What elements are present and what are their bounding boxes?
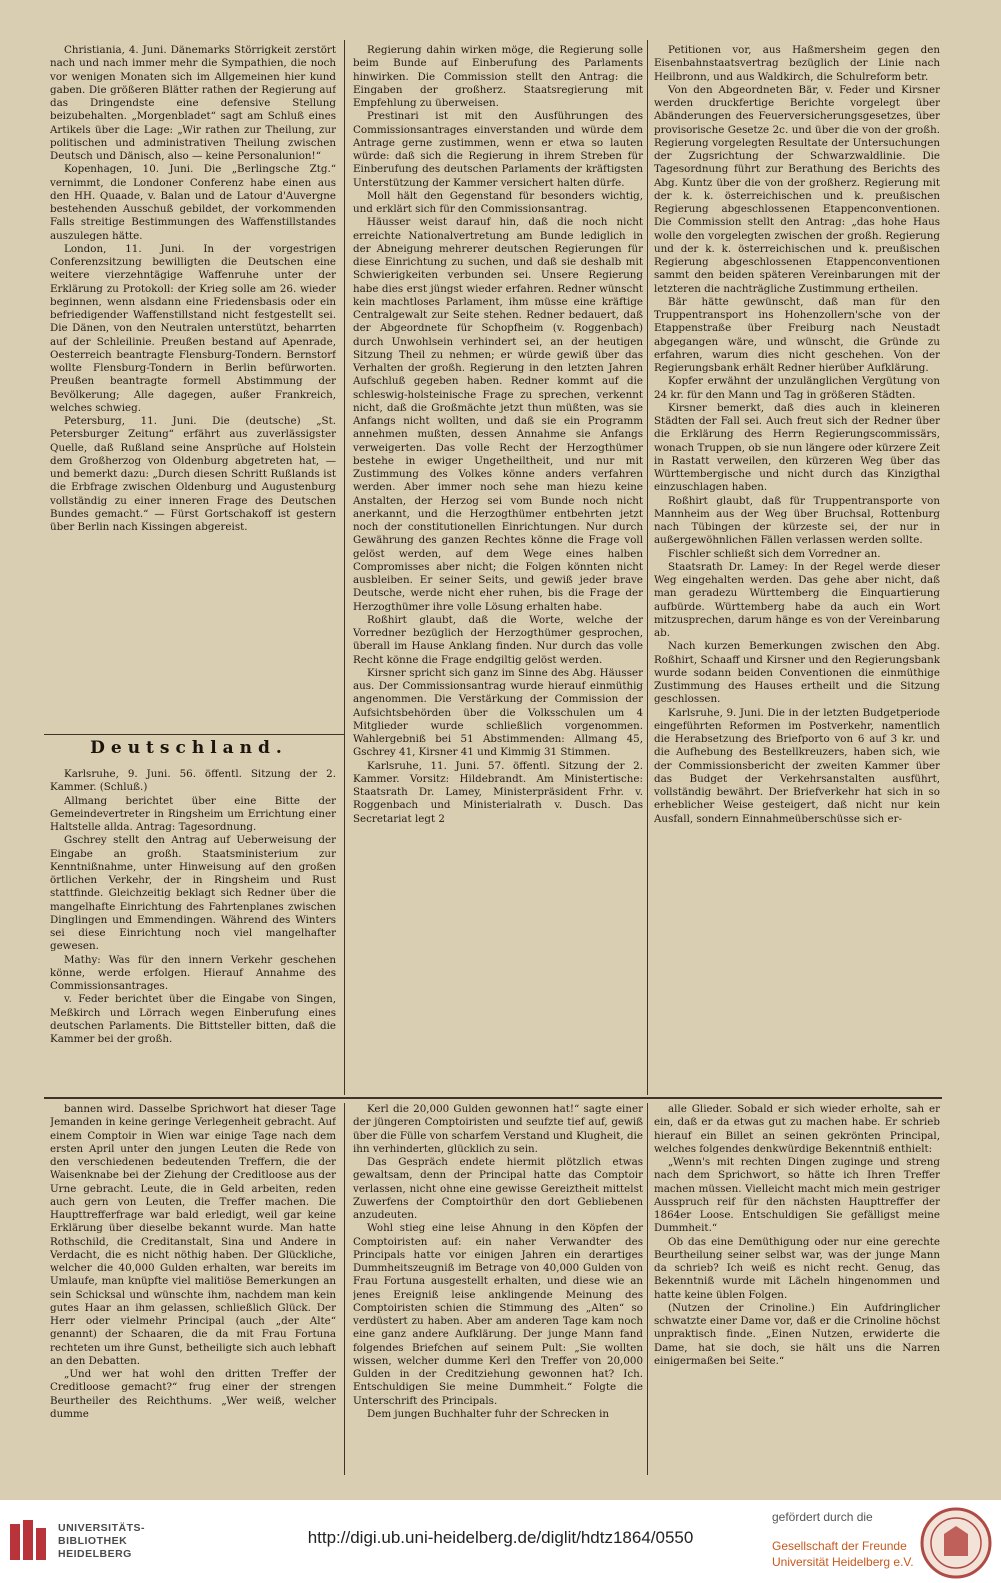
paragraph: Kopfer erwähnt der unzulänglichen Vergütung von 24 kr. für den Mann und Tag in größeren Städten. (654, 375, 940, 401)
footer-bar (0, 1500, 1001, 1583)
funded-by-label: gefördert durch die (772, 1510, 873, 1524)
paragraph: Christiania, 4. Juni. Dänemarks Störrigkeit zerstört nach und nach immer mehr die Sympathien, die noch vor wenigen Monaten sich im Allgemeinen hier kund gaben. Die größeren Blätter rathen der Regierung auf das Dringendste eine defensive Stellung beizubehalten. „Morgenbladet“ sagt am Schluß eines Artikels über die Lage: „Wir rathen zur Theilung, zur politischen und administrativen Theilung zwischen Deutsch und Dänisch, also — keine Personalunion!“ (50, 44, 336, 162)
paragraph: Mathy: Was für den innern Verkehr geschehen könne, werde erfolgen. Hierauf Annahme des Commissionsantrages. (50, 953, 336, 992)
paragraph: Petitionen vor, aus Haßmersheim gegen den Eisenbahnstaatsvertrag bezüglich der Linie nach Heilbronn, und aus Waldkirch, die Schulreform betr. (654, 44, 940, 83)
column-1 (50, 44, 336, 726)
paragraph: Gschrey stellt den Antrag auf Ueberweisung der Eingabe an großh. Staatsministerium zur Kenntnißnahme, unter Hinweisung auf den großen örtlichen Verkehr, der in Ringsheim und Rust stattfinde. Gleichzeitig beklagt sich Redner über die mangelhafte Einrichtung des Fahrtenplanes zwischen Dinglingen und Emmendingen. Während des Winters sei diese Einrichtung noch viel mangelhafter gewesen. (50, 834, 336, 953)
column-1-lower (50, 768, 336, 1092)
paragraph: Roßhirt glaubt, daß für Truppentransporte von Mannheim aus der Weg über Bruchsal, Rottenburg nach Tübingen der kürzeste sei, der nur in außergewöhnlichen Fällen verlassen werden sollte. (654, 494, 940, 547)
paragraph: Kirsner bemerkt, daß dies auch in kleineren Städten der Fall sei. Auch freut sich der Redner über die Erklärung des Herrn Regierungscommissärs, wonach Truppen, ob sie nun längere oder kürzere Zeit in Rastatt verweilen, den kürzeren Weg über das Württembergische und nicht durch das Kinzigthal einzuschlagen haben. (654, 401, 940, 494)
paragraph: Häusser weist darauf hin, daß die noch nicht erreichte Nationalvertretung am Bunde lediglich in der Abneigung mehrerer deutschen Regierungen für diese Einrichtung zu suchen, und daß sie deshalb mit Schwierigkeiten verbunden sei. Unsere Regierung habe dies erst jüngst wieder erfahren. Redner wünscht kein machtloses Parlament, ihm müsse eine kräftige Centralgewalt zur Seite stehen. Redner bedauert, daß der Abgeordnete für Schopfheim (v. Roggenbach) durch Unwohlsein verhindert sei, an der heutigen Sitzung Theil zu nehmen; er würde gewiß über das Verhalten der großh. Regierung in den letzten Jahren Aufschluß gegeben haben. Redner kommt auf die schleswig-holsteinische Frage zu sprechen, verkennt nicht, daß die Großmächte jetzt thun müßten, was sie Anfangs nicht wollten, und daß sie ein Programm annehmen mußten, dessen Annahme sie Anfangs verweigerten. Das volle Recht der Herzogthümer bestehe in ewiger Ungetheiltheit, und nur mit Zustimmung des Volkes könne anders verfahren werden. Aber immer noch sehe man hiezu keine Anstalten, der Herzog sei vom Bunde noch nicht anerkannt, und die Herzogthümer entbehrten jetzt noch der constitutionellen Einrichtungen. Nur durch Gewährung des ganzen Rechtes könne die Frage voll gelöst werden, auf dem Wege eines halben Compromisses aber nicht; die Folgen könnten nicht ausbleiben. Er seiner Seits, und gewiß jeder brave Deutsche, werde nicht eher ruhen, bis die Frage der Herzogthümer ihre volle Lösung erhalten habe. (353, 216, 643, 613)
permalink-url[interactable]: http://digi.ub.uni-heidelberg.de/diglit/hdtz1864/0550 (307, 1528, 694, 1547)
paragraph: Regierung dahin wirken möge, die Regierung solle beim Bunde auf Einberufung des Parlaments hinwirken. Die Commission stellt den Antrag: die Eingaben der großherz. Staatsregierung mit Empfehlung zu überweisen. (353, 44, 643, 109)
heading-rule (44, 734, 344, 735)
paragraph: Von den Abgeordneten Bär, v. Feder und Kirsner werden druckfertige Berichte vorgelegt über Abänderungen des Feuerversicherungsgesetzes, über provisorische Gesetze 2c. und über die von der großh. Regierung vorgelegten Resultate der Untersuchungen der Zugsrichtung der Schwarzwaldlinie. Die Tagesordnung führt zur Berathung des Berichts des Abg. Kuntz über die von der großherz. Regierung mit der k. k. österreichischen und k. preußischen Regierung abgeschlossenen Etappenconventionen. Die Commission stellt den Antrag: „das hohe Haus wolle den vorgelegten zwischen der großh. Regierung und der k. k. österreichischen und k. preußischen Regierung abgeschlossenen Etappenconventionen sammt den beiden späteren Vereinbarungen mit der letzteren die nachträgliche Zustimmung ertheilen. (654, 83, 940, 295)
paragraph: Karlsruhe, 9. Juni. 56. öffentl. Sitzung der 2. Kammer. (Schluß.) (50, 768, 336, 794)
paragraph: Nach kurzen Bemerkungen zwischen den Abg. Roßhirt, Schaaff und Kirsner und den Regierungsbank wurde sodann beiden Conventionen die einmüthige Zustimmung des Hauses ertheilt und die Sitzung geschlossen. (654, 640, 940, 706)
paragraph: alle Glieder. Sobald er sich wieder erholte, sah er ein, daß er da etwas gut zu machen habe. Er schrieb hierauf ein Billet an seinen gekrönten Principal, welches folgendes denkwürdige Bekenntniß enthielt: (654, 1103, 940, 1155)
feuilleton-column-1 (50, 1103, 336, 1475)
paragraph: Ob das eine Demüthigung oder nur eine gerechte Beurtheilung seiner selbst war, was der junge Mann da schrieb? Ich weiß es nicht recht. Genug, das Bekenntniß wurde mit Lächeln hingenommen und hatte keine üblen Folgen. (654, 1235, 940, 1301)
paragraph: Wohl stieg eine leise Ahnung in den Köpfen der Comptoiristen auf: ein naher Verwandter des Principals hatte vor einigen Jahren ein derartiges Dummheitszeugniß im Betrage von 40,000 Gulden von Frau Fortuna ausgestellt erhalten, und diese wie an jenes Ereigniß leise anklingende Meinung des Comptoiristen schien die Stimmung des „Alten“ so verdüstert zu haben. Aber am anderen Tage kam noch eine ganz andere Aufklärung. Der junge Mann fand folgendes Briefchen auf seinem Pult: „Sie wollten wissen, welcher dumme Kerl den Treffer von 20,000 Gulden in der Creditziehung gewonnen hat? Ich. Entschuldigen Sie meine Dummheit.“ Folgte die Unterschrift des Principals. (353, 1222, 643, 1407)
paragraph: Dem jungen Buchhalter fuhr der Schrecken in (367, 1407, 610, 1420)
feuilleton-column-3 (654, 1103, 940, 1475)
paragraph: „Wenn's mit rechten Dingen zuginge und streng nach dem Sprichwort, so hätte ich Ihren Treffer machen müssen. Vielleicht macht mich mein gestriger Ausspruch reif für den nächsten Haupttreffer der 1864er Loose. Entschuldigen Sie gefälligst meine Dummheit.“ (654, 1156, 940, 1235)
column-rule (344, 1103, 345, 1475)
column-3 (654, 44, 940, 1092)
column-rule (344, 40, 345, 1095)
paragraph: Moll hält den Gegenstand für besonders wichtig, und erklärt sich für den Commissionsantrag. (353, 189, 643, 215)
paragraph: Karlsruhe, 11. Juni. 57. öffentl. Sitzung der 2. Kammer. Vorsitz: Hildebrandt. Am Ministertische: Staatsrath Dr. Lamey, Ministerpräsident Frhr. v. Roggenbach und Ministerialrath v. Dusch. Das Secretariat legt 2 (353, 759, 643, 825)
section-heading: Deutschland. (90, 738, 288, 758)
column-2 (353, 44, 643, 1092)
paragraph: London, 11. Juni. In der vorgestrigen Conferenzsitzung bewilligten die Deutschen eine weitere vierzehntägige Waffenruhe unter der Erklärung zu Protokoll: der Krieg solle am 26. wieder beginnen, wenn alsdann eine Friedensbasis oder ein befriedigender Waffenstillstand nicht festgestellt sei. Die Dänen, von den Neutralen unterstützt, beharrten auf der Schleilinie. Preußen bestand auf Apenrade, Oesterreich beantragte Flensburg-Tondern. Bernstorf wollte Flensburg-Tondern in Berlin befürworten. Preußen beantragte formell Abstimmung der Bevölkerung; Alle dagegen, außer Frankreich, welches schwieg. (50, 242, 336, 414)
paragraph: Das Gespräch endete hiermit plötzlich etwas gewaltsam, denn der Principal hatte das Comptoir verlassen, nicht ohne eine gewisse Gereiztheit mittelst Zuwerfens der Comptoirthür den dort Gebliebenen anzudeuten. (353, 1156, 643, 1221)
paragraph: Karlsruhe, 9. Juni. Die in der letzten Budgetperiode eingeführten Reformen im Postverkehr, namentlich die Herabsetzung des Briefporto von 6 auf 3 kr. und die Aufhebung des Bestellkreuzers, haben sich, wie der Commissionsbericht der zweiten Kammer über das Budget der Verkehrsanstalten ausführt, vollständig bewährt. Der Briefverkehr hat sich in so erheblicher Weise gesteigert, daß nicht nur kein Ausfall, sondern Einnahmeüberschüsse sich er- (654, 706, 940, 825)
paragraph: Staatsrath Dr. Lamey: In der Regel werde dieser Weg eingehalten werden. Das gehe aber nicht, daß man geradezu Württemberg die Einquartierung aufbürde. Württemberg habe da auch ein Wort mitzusprechen, darum hänge es von der Vereinbarung ab. (654, 560, 940, 639)
paragraph: Roßhirt glaubt, daß die Worte, welche der Vorredner bezüglich der Herzogthümer gesprochen, überall im Hause Anklang finden. Nur durch das volle Recht könne die Frage endgiltig gelöst werden. (353, 613, 643, 666)
paragraph: „Und wer hat wohl den dritten Treffer der Creditloose gemacht?“ frug einer der strengen Beurtheiler des Reichthums. „Wer weiß, welcher dumme (50, 1368, 336, 1420)
paragraph: Kerl die 20,000 Gulden gewonnen hat!“ sagte einer der jüngeren Comptoiristen und seufzte tief auf, gewiß über die Fülle von scharfem Verstand und Klugheit, die ihn verhinderten, glücklich zu sein. (353, 1103, 643, 1155)
paragraph: v. Feder berichtet über die Eingabe von Singen, Meßkirch und Lörrach wegen Einberufung eines deutschen Parlaments. Die Bittsteller bitten, daß die Kammer bei der großh. (50, 993, 336, 1045)
paragraph: bannen wird. Dasselbe Sprichwort hat dieser Tage Jemanden in keine geringe Verlegenheit gebracht. Auf einem Comptoir in Wien war einige Tage nach dem ersten April unter den jungen Leuten die Rede von den verschiedenen bedeutenden Treffern, die der Waisenknabe bei der Ziehung der Creditloose aus der Urne gebracht. Leute, die in Geld arbeiten, reden auch gern von Leuten, die Treffer machen. Die Haupttrefferfrage war bald erledigt, weil gar keine Erklärung über dieselbe bekannt wurde. Man hatte Rothschild, die Creditanstalt, Sina und Andere in Verdacht, die es nicht nöthig haben. Der Glückliche, welcher die 40,000 Gulden erhalten, war bereits im Umlaufe, man knüpfte viel malitiöse Bemerkungen an sein Schicksal und wünschte ihm, nachdem man kein gutes Haar an ihm gelassen, schließlich Glück. Der Herr oder vielmehr Principal (auch „der Alte“ genannt) der Schaaren, die da mit Frau Fortuna rechteten um ihre Gunst, betheiligte sich auch lebhaft an den Debatten. (50, 1103, 336, 1367)
paragraph: Fischler schließt sich dem Vorredner an. (668, 547, 881, 560)
university-seal-icon (918, 1506, 994, 1580)
paragraph: Allmang berichtet über eine Bitte der Gemeindevertreter in Ringsheim um Errichtung einer Haltstelle allda. Antrag: Tagesordnung. (50, 794, 336, 833)
paragraph: Kirsner spricht sich ganz im Sinne des Abg. Häusser aus. Der Commissionsantrag wurde hierauf einmüthig angenommen. Die Verstärkung der Commission der Aufsichtsbehörden über die Volksschulen um 4 Mitglieder wurde schließlich vorgenommen. Wahlergebniß bei 51 Abstimmenden: Allmang 45, Gschrey 41, Kirsner 41 und Kimmig 31 Stimmen. (353, 666, 643, 759)
feuilleton-column-2 (353, 1103, 643, 1475)
paragraph: Bär hätte gewünscht, daß man für den Truppentransport ins Hohenzollern'sche von der Etappenstraße über Freiburg nach Neustadt abgegangen wäre, und wünscht, die Gründe zu erfahren, warum dies nicht geschehen. Von der Regierungsbank erhält Redner hierüber Aufklärung. (654, 295, 940, 374)
paragraph: (Nutzen der Crinoline.) Ein Aufdringlicher schwatzte einer Dame vor, daß er die Crinoline höchst unpraktisch finde. „Einen Nutzen, erwiderte die Dame, hat sie doch, sie hält uns die Narren einigermaßen bei Seite.“ (654, 1301, 940, 1367)
feuilleton-rule (44, 1097, 942, 1099)
society-name[interactable]: Gesellschaft der Freunde Universität Heidelberg e.V. (772, 1539, 914, 1569)
paragraph: Prestinari ist mit den Ausführungen des Commissionsantrages einverstanden und würde dem Antrage gerne zustimmen, wenn er etwa so lauten würde: daß sich die Regierung in ihrem Streben für Einberufung des deutschen Parlaments der kräftigsten Unterstützung der Kammer versichert halten dürfe. (353, 110, 643, 189)
paragraph: Petersburg, 11. Juni. Die (deutsche) „St. Petersburger Zeitung“ erfährt aus zuverlässigster Quelle, daß Rußland seine Ansprüche auf Holstein dem Großherzog von Oldenburg abgetreten hat, — und bemerkt dazu: „Durch diesen Schritt Rußlands ist die Erbfrage zwischen Oldenburg und Augustenburg vollständig zu einer inneren Frage des Deutschen Bundes gemacht.“ — Fürst Gortschakoff ist gestern über Berlin nach Kissingen abgereist. (50, 415, 336, 533)
column-rule (647, 40, 648, 1095)
paragraph: Kopenhagen, 10. Juni. Die „Berlingsche Ztg.“ vernimmt, die Londoner Conferenz habe einen aus den HH. Quaade, v. Balan und de Latour d'Auvergne bestehenden Ausschuß gebildet, der vorkommenden Falls streitige Bestimmungen des Waffenstillstandes auszulegen hätte. (50, 163, 336, 242)
column-rule (647, 1103, 648, 1475)
library-name: UNIVERSITÄTS- BIBLIOTHEK HEIDELBERG (58, 1522, 146, 1560)
